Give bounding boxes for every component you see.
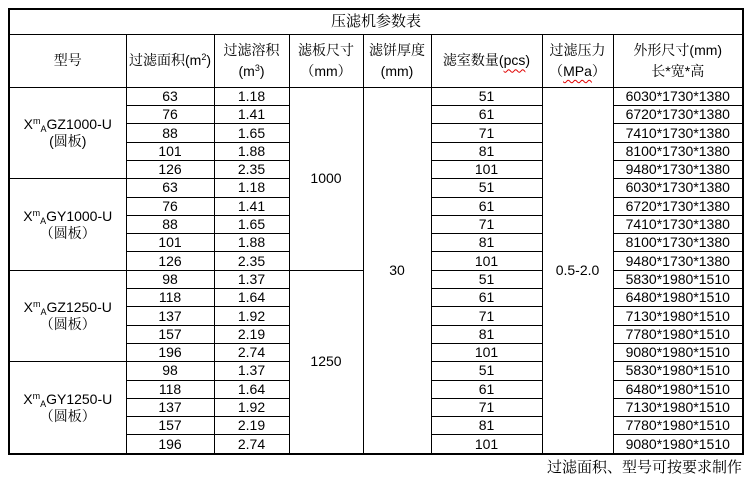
model-cell [9,179,126,270]
col-header-dimensions [613,34,743,87]
spellcheck-word: MPa [563,62,592,79]
filter-volume-cell: 1.18 [214,87,289,105]
model-prefix: X [23,299,33,316]
filter-volume-cell: 1.64 [214,380,289,398]
filter-volume-cell: 2.19 [214,325,289,343]
filter-area-cell: 137 [126,398,214,416]
chamber-count-cell: 71 [431,307,542,325]
col-header-chamber-count [431,34,542,87]
filter-volume-cell: 2.74 [214,435,289,454]
model-superscript: m [32,299,41,310]
filter-volume-cell: 1.18 [214,179,289,197]
dimensions-cell: 7410*1730*1380 [613,215,743,233]
dimensions-cell: 8100*1730*1380 [613,142,743,160]
plate-size-cell: 1000 [289,87,363,270]
filter-area-cell: 88 [126,215,214,233]
chamber-count-cell: 61 [431,380,542,398]
header-text: 过滤面积(m [128,52,202,69]
model-prefix: X [23,390,33,407]
filter-volume-cell: 1.41 [214,197,289,215]
filter-volume-cell: 2.35 [214,252,289,270]
chamber-count-cell: 101 [431,343,542,361]
model-prefix: X [23,116,33,133]
model-series: GZ1000-U [46,116,112,133]
dimensions-cell: 8100*1730*1380 [613,234,743,252]
model-note: （圆板） [39,224,96,241]
dimensions-cell: 9080*1980*1510 [613,343,743,361]
chamber-count-cell: 71 [431,398,542,416]
dimensions-cell: 6480*1980*1510 [613,380,743,398]
filter-area-cell: 118 [126,289,214,307]
model-name [10,299,126,316]
model-cell [9,87,126,178]
chamber-count-cell: 51 [431,87,542,105]
col-header-filter-volume [214,34,289,87]
chamber-count-cell: 81 [431,142,542,160]
filter-area-cell: 157 [126,417,214,435]
dimensions-cell: 6030*1730*1380 [613,179,743,197]
header-text: (m [238,62,255,79]
filter-volume-cell: 1.88 [214,234,289,252]
chamber-count-cell: 51 [431,179,542,197]
model-note: （圆板） [39,316,96,333]
chamber-count-cell: 61 [431,106,542,124]
superscript: 3 [254,62,260,73]
chamber-count-cell: 81 [431,234,542,252]
model-cell [9,362,126,454]
filter-volume-cell: 1.92 [214,307,289,325]
parameter-table [8,8,744,455]
chamber-count-cell: 81 [431,417,542,435]
header-line1: 滤板尺寸 [298,41,354,58]
chamber-count-cell: 61 [431,197,542,215]
col-header-filter-area [126,34,214,87]
header-text: 滤室数量( [442,52,504,69]
chamber-count-cell: 101 [431,252,542,270]
model-note: （圆板） [39,407,96,424]
plate-size-cell: 1250 [289,270,363,454]
model-prefix: X [23,207,33,224]
header-text: ) [525,52,531,69]
filter-volume-cell: 1.37 [214,270,289,288]
model-name [10,391,126,408]
filter-area-cell: 101 [126,234,214,252]
filter-volume-cell: 2.74 [214,343,289,361]
filter-volume-cell: 1.64 [214,289,289,307]
model-subscript: A [40,307,47,318]
filter-area-cell: 98 [126,362,214,380]
filter-area-cell: 157 [126,325,214,343]
col-header-cake-thickness [363,34,431,87]
spellcheck-word: pcs [503,52,526,69]
model-cell [9,270,126,361]
filter-area-cell: 196 [126,435,214,454]
model-series: GZ1250-U [46,299,112,316]
filter-volume-cell: 1.92 [214,398,289,416]
filter-area-cell: 88 [126,124,214,142]
dimensions-cell: 7410*1730*1380 [613,124,743,142]
dimensions-cell: 7130*1980*1510 [613,398,743,416]
table-title-row [9,9,743,34]
header-line2: 长*宽*高 [651,62,705,79]
chamber-count-cell: 101 [431,435,542,454]
header-line1: 过滤溶积 [223,41,280,58]
model-subscript: A [40,398,47,409]
model-superscript: m [32,390,41,401]
filter-area-cell: 101 [126,142,214,160]
header-line1: 滤饼厚度 [369,41,425,58]
chamber-count-cell: 81 [431,325,542,343]
dimensions-cell: 6720*1730*1380 [613,106,743,124]
chamber-count-cell: 101 [431,161,542,179]
dimensions-cell: 7780*1980*1510 [613,325,743,343]
dimensions-cell: 5830*1980*1510 [613,270,743,288]
header-line1: 过滤压力 [549,41,606,58]
filter-area-cell: 76 [126,197,214,215]
filter-pressure-cell: 0.5-2.0 [542,87,613,454]
col-header-plate-size [289,34,363,87]
filter-volume-cell: 1.88 [214,142,289,160]
footer-note: 过滤面积、型号可按要求制作 [546,459,742,476]
header-line2: （mm） [300,62,352,79]
header-line2 [215,61,289,82]
filter-volume-cell: 1.65 [214,215,289,233]
filter-area-cell: 76 [126,106,214,124]
model-superscript: m [32,207,41,218]
header-text: ) [259,62,265,79]
model-name [10,116,126,133]
model-series: GY1000-U [46,207,113,224]
col-header-filter-pressure [542,34,613,87]
dimensions-cell: 6480*1980*1510 [613,289,743,307]
filter-volume-cell: 1.37 [214,362,289,380]
table-row [9,87,743,105]
filter-volume-cell: 2.19 [214,417,289,435]
dimensions-cell: 7780*1980*1510 [613,417,743,435]
dimensions-cell: 9480*1730*1380 [613,252,743,270]
chamber-count-cell: 61 [431,289,542,307]
header-line1: 外形尺寸(mm) [633,41,723,58]
filter-area-cell: 118 [126,380,214,398]
chamber-count-cell: 51 [431,270,542,288]
table-title: 压滤机参数表 [9,9,743,34]
filter-area-cell: 63 [126,87,214,105]
col-header-model: 型号 [9,34,126,87]
filter-volume-cell: 1.65 [214,124,289,142]
model-series: GY1250-U [46,390,113,407]
chamber-count-cell: 51 [431,362,542,380]
filter-area-cell: 196 [126,343,214,361]
filter-area-cell: 126 [126,161,214,179]
filter-area-cell: 137 [126,307,214,325]
header-text: （ [549,62,564,79]
model-name [10,208,126,225]
filter-area-cell: 63 [126,179,214,197]
model-subscript: A [40,124,47,135]
dimensions-cell: 5830*1980*1510 [613,362,743,380]
header-line2: (mm) [380,62,414,79]
header-line2 [543,61,613,82]
superscript: 2 [201,52,207,63]
model-note: (圆板) [49,133,87,150]
table-header-row [9,34,743,87]
dimensions-cell: 7130*1980*1510 [613,307,743,325]
filter-volume-cell: 1.41 [214,106,289,124]
cake-thickness-cell: 30 [363,87,431,454]
model-subscript: A [40,215,47,226]
dimensions-cell: 6030*1730*1380 [613,87,743,105]
header-text: ） [591,62,606,79]
chamber-count-cell: 71 [431,124,542,142]
filter-volume-cell: 2.35 [214,161,289,179]
model-superscript: m [32,116,41,127]
chamber-count-cell: 71 [431,215,542,233]
dimensions-cell: 9080*1980*1510 [613,435,743,454]
filter-area-cell: 126 [126,252,214,270]
dimensions-cell: 9480*1730*1380 [613,161,743,179]
filter-area-cell: 98 [126,270,214,288]
header-text: ) [206,52,211,69]
dimensions-cell: 6720*1730*1380 [613,197,743,215]
